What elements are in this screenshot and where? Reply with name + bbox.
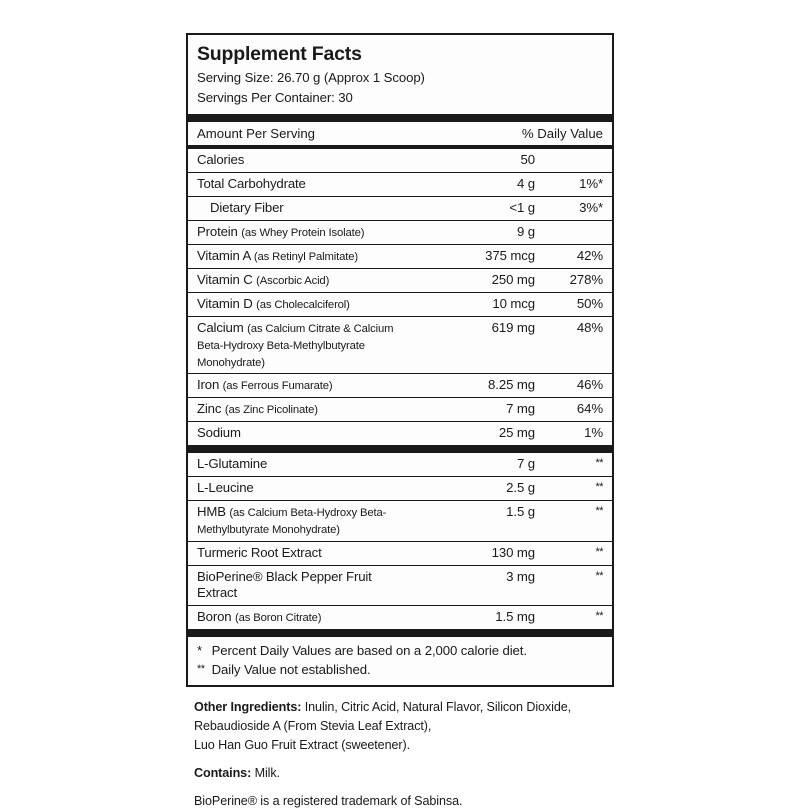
table-row: [188, 149, 612, 173]
nutrient-name: [197, 176, 417, 193]
nutrient-name-text: Iron: [197, 377, 220, 393]
nutrient-name: [197, 296, 417, 313]
daily-value-header: % Daily Value: [521, 126, 603, 142]
supplement-facts-panel: [186, 33, 614, 687]
nutrient-amount: 9 g: [516, 224, 535, 240]
header-divider-thick: [188, 114, 612, 122]
nutrient-name: [197, 425, 417, 442]
nutrient-rows-blend: [188, 453, 612, 629]
nutrient-daily-value: 1%*: [579, 176, 603, 192]
servings-per-container-line: Servings Per Container: 30: [197, 89, 353, 105]
footnote-text: Percent Daily Values are based on a 2,000 calorie diet.: [211, 643, 527, 659]
contains-value: Milk.: [251, 766, 280, 781]
nutrient-daily-value: 1%: [584, 425, 603, 441]
other-ingredients-text-1: Inulin, Citric Acid, Natural Flavor, Silicon Dioxide,: [301, 699, 572, 714]
nutrient-name: [197, 272, 417, 289]
nutrient-name-text: Vitamin A: [197, 248, 251, 264]
nutrient-daily-value: 50%: [576, 295, 603, 311]
table-row: [188, 173, 612, 197]
table-row: [188, 221, 612, 245]
footnote-line: [197, 661, 603, 680]
nutrient-name: [197, 200, 417, 217]
nutrient-name-text: Dietary Fiber: [210, 200, 284, 216]
other-ingredients-line-3: Luo Han Guo Fruit Extract (sweetener).: [194, 737, 410, 752]
contains-label: Contains:: [194, 766, 252, 781]
trademark-note: BioPerine® is a registered trademark of Sabinsa.: [194, 794, 463, 809]
footnote-marker: **: [197, 662, 205, 675]
nutrient-daily-value: 278%: [569, 271, 603, 287]
nutrient-source-text: (as Zinc Picolinate): [224, 404, 318, 417]
nutrient-amount: 7 g: [516, 456, 535, 472]
nutrient-source-text: (Ascorbic Acid): [256, 274, 330, 287]
nutrient-amount: 10 mcg: [492, 295, 535, 311]
nutrient-name-text: Vitamin C: [197, 271, 253, 287]
footnote-text: Daily Value not established.: [211, 661, 371, 677]
nutrient-name: [197, 609, 417, 626]
nutrient-daily-value: [535, 480, 603, 497]
table-row: [188, 197, 612, 221]
dv-not-established-marker: **: [595, 457, 603, 470]
nutrient-daily-value: 46%: [576, 377, 603, 393]
nutrient-name-text: HMB: [197, 503, 226, 519]
below-panel-text: [186, 687, 614, 811]
table-row: [188, 501, 612, 542]
nutrient-name: [197, 401, 417, 418]
nutrient-name: [197, 545, 417, 562]
footnote-line: [197, 642, 603, 661]
nutrient-name-text: Calories: [197, 152, 245, 168]
nutrient-source-text: (as Calcium Citrate & Calcium Beta-Hydroxy Beta-Methylbutyrate Monohydrate): [197, 322, 394, 369]
nutrient-name: [197, 320, 417, 371]
nutrient-daily-value: 64%: [576, 401, 603, 417]
nutrient-daily-value: [535, 569, 603, 586]
amount-per-serving-header: Amount Per Serving: [197, 126, 316, 142]
nutrient-name-text: Sodium: [197, 425, 241, 441]
nutrient-name: [197, 248, 417, 265]
dv-not-established-marker: **: [595, 610, 603, 623]
nutrient-name-text: Boron: [197, 609, 232, 625]
table-row: [188, 422, 612, 445]
footnote-block: [188, 637, 612, 684]
nutrient-amount: 1.5 g: [506, 503, 535, 519]
supplement-facts-label: [186, 33, 614, 811]
nutrient-amount: 7 mg: [506, 401, 535, 417]
blend-divider-thick: [188, 445, 612, 453]
nutrient-name-text: L-Glutamine: [197, 456, 268, 472]
footnote-marker: *: [197, 643, 203, 659]
nutrient-amount: 250 mg: [491, 271, 535, 287]
nutrient-name: [197, 504, 417, 538]
nutrient-amount: 130 mg: [491, 544, 535, 560]
nutrient-source-text: (as Calcium Beta-Hydroxy Beta-Methylbutyrate Monohydrate): [197, 506, 387, 536]
panel-title: Supplement Facts: [197, 43, 362, 65]
table-row: [188, 269, 612, 293]
dv-not-established-marker: **: [595, 545, 603, 558]
nutrient-amount: 8.25 mg: [488, 377, 535, 393]
nutrient-daily-value: [535, 504, 603, 521]
nutrient-name-text: BioPerine® Black Pepper Fruit Extract: [197, 568, 372, 601]
nutrient-rows-main: [188, 149, 612, 445]
table-row: [188, 477, 612, 501]
table-row: [188, 606, 612, 629]
nutrient-daily-value: [535, 456, 603, 473]
nutrient-name: [197, 224, 417, 241]
table-row: [188, 245, 612, 269]
nutrient-amount: 25 mg: [498, 425, 535, 441]
nutrient-amount: 375 mcg: [485, 248, 535, 264]
dv-not-established-marker: **: [595, 569, 603, 582]
dv-not-established-marker: **: [595, 504, 603, 517]
table-row: [188, 398, 612, 422]
nutrient-amount: 2.5 g: [506, 479, 535, 495]
nutrient-name-text: Turmeric Root Extract: [197, 544, 322, 560]
nutrient-name: [197, 152, 417, 169]
nutrient-name-text: Protein: [197, 224, 238, 240]
nutrient-name-text: L-Leucine: [197, 479, 254, 495]
nutrient-amount: 3 mg: [506, 568, 535, 584]
nutrient-name-text: Calcium: [197, 319, 244, 335]
nutrient-source-text: (as Ferrous Fumarate): [222, 380, 333, 393]
nutrient-name-text: Total Carbohydrate: [197, 176, 306, 192]
other-ingredients-line-1: [194, 698, 606, 717]
table-row: [188, 317, 612, 375]
nutrient-amount: 4 g: [516, 176, 535, 192]
other-ingredients-line-2: Rebaudioside A (From Stevia Leaf Extract),: [194, 718, 432, 733]
nutrient-amount: <1 g: [509, 200, 535, 216]
table-row: [188, 374, 612, 398]
nutrient-name-text: Vitamin D: [197, 295, 253, 311]
nutrient-daily-value: [535, 545, 603, 562]
table-row: [188, 542, 612, 566]
table-row: [188, 566, 612, 607]
nutrient-daily-value: 48%: [576, 319, 603, 335]
nutrient-amount: 50: [520, 152, 535, 168]
contains-line: [194, 764, 606, 783]
nutrient-source-text: (as Boron Citrate): [234, 612, 322, 625]
column-header-row: [188, 122, 612, 145]
panel-header: [188, 35, 612, 114]
other-ingredients-label: Other Ingredients:: [194, 699, 302, 714]
nutrient-name: [197, 456, 417, 473]
nutrient-source-text: (as Retinyl Palmitate): [253, 251, 358, 264]
nutrient-amount: 1.5 mg: [495, 609, 535, 625]
dv-not-established-marker: **: [595, 480, 603, 493]
nutrient-daily-value: 3%*: [579, 200, 603, 216]
serving-size-line: Serving Size: 26.70 g (Approx 1 Scoop): [197, 70, 425, 86]
nutrient-source-text: (as Whey Protein Isolate): [241, 227, 365, 240]
table-row: [188, 293, 612, 317]
nutrient-name-text: Zinc: [197, 401, 222, 417]
nutrient-source-text: (as Cholecalciferol): [256, 298, 350, 311]
table-row: [188, 453, 612, 477]
nutrient-daily-value: [535, 609, 603, 626]
nutrient-name: [197, 569, 417, 603]
nutrient-name: [197, 480, 417, 497]
nutrient-name: [197, 377, 417, 394]
footnote-divider-thick: [188, 629, 612, 637]
nutrient-amount: 619 mg: [491, 319, 535, 335]
nutrient-daily-value: 42%: [576, 248, 603, 264]
